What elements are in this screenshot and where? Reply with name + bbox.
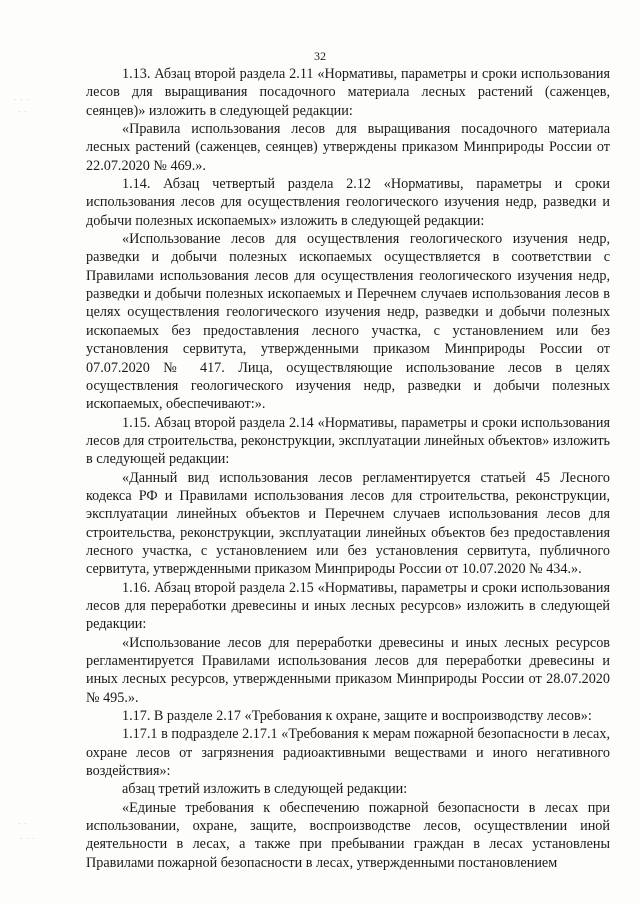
scan-artifact: · · ·	[20, 835, 36, 843]
paragraph-1-14: 1.14. Абзац четвертый раздела 2.12 «Нормативы, параметры и сроки использования лесов для осуществления геологического изучения недр, разведки и добычи полезных ископаемых» изложить в следующей редакции:	[86, 176, 610, 229]
paragraph-1-13-text: «Правила использования лесов для выращивания посадочного материала лесных растений (саженцев, сеянцев) утверждены приказом Минприроды России от 22.07.2020 № 469.».	[86, 121, 610, 174]
paragraph-1-15: 1.15. Абзац второй раздела 2.14 «Нормативы, параметры и сроки использования лесов для строительства, реконструкции, эксплуатации линейных объектов» изложить в следующей редакции:	[86, 414, 610, 468]
page-number: 32	[314, 49, 326, 63]
paragraph-abzac-tretiy: абзац третий изложить в следующей редакции:	[122, 781, 408, 798]
paragraph-1-15-text: «Данный вид использования лесов регламентируется статьей 45 Лесного кодекса РФ и Правилами использования лесов для строительства, реконструкции, эксплуатации линейных объектов и Перечнем случаев использования лесов для строительства, реконструкции, эксплуатации линейных объектов без предоставления лесного участка, с установлением или без установления сервитута, публичного сервитута, утвержденными приказом Минприроды России от 10.07.2020 № 434.».	[86, 469, 610, 578]
scan-artifact: · ·	[18, 820, 28, 828]
paragraph-1-16: 1.16. Абзац второй раздела 2.15 «Нормативы, параметры и сроки использования лесов для переработки древесины и иных лесных ресурсов» изложить в следующей редакции:	[86, 579, 610, 633]
scan-artifact: · · ·	[14, 96, 30, 104]
paragraph-1-17: 1.17. В разделе 2.17 «Требования к охране, защите и воспроизводству лесов»:	[122, 708, 592, 725]
document-body	[86, 65, 610, 872]
paragraph-1-13: 1.13. Абзац второй раздела 2.11 «Нормативы, параметры и сроки использования лесов для выращивания посадочного материала лесных растений (саженцев, сеянцев)» изложить в следующей редакции:	[86, 66, 610, 119]
paragraph-1-14-text: «Использование лесов для осуществления геологического изучения недр, разведки и добычи полезных ископаемых осуществляется в соответствии с Правилами использования лесов для осуществления геологического изучения недр, разведки и добычи полезных ископаемых и Перечнем случаев использования лесов в целях осуществления геологического изучения недр, разведки и добычи полезных ископаемых без предоставления лесного участка, с установлением или без установления сервитута, утвержденными приказом Минприроды России от 07.07.2020 № 417. Лица, осуществляющие использование лесов в целях осуществления геологического изучения недр, разведки и добычи полезных ископаемых, обеспечивают:».	[86, 231, 610, 413]
paragraph-1-17-1: 1.17.1 в подразделе 2.17.1 «Требования к мерам пожарной безопасности в лесах, охране лесов от загрязнения радиоактивными веществами и иного негативного воздействия»:	[86, 726, 610, 780]
paragraph-1-16-text: «Использование лесов для переработки древесины и иных лесных ресурсов регламентируется Правилами использования лесов для переработки древесины и иных лесных ресурсов, утвержденными приказом Минприроды России от 28.07.2020 № 495.».	[86, 634, 610, 706]
paragraph-abzac-tretiy-text: «Единые требования к обеспечению пожарной безопасности в лесах при использовании, охране, защите, воспроизводстве лесов, осуществлении иной деятельности в лесах, а также при пребывании граждан в лесах установлены Правилами пожарной безопасности в лесах, утвержденными постановлением	[86, 799, 610, 871]
scan-artifact: · ·	[18, 108, 28, 116]
